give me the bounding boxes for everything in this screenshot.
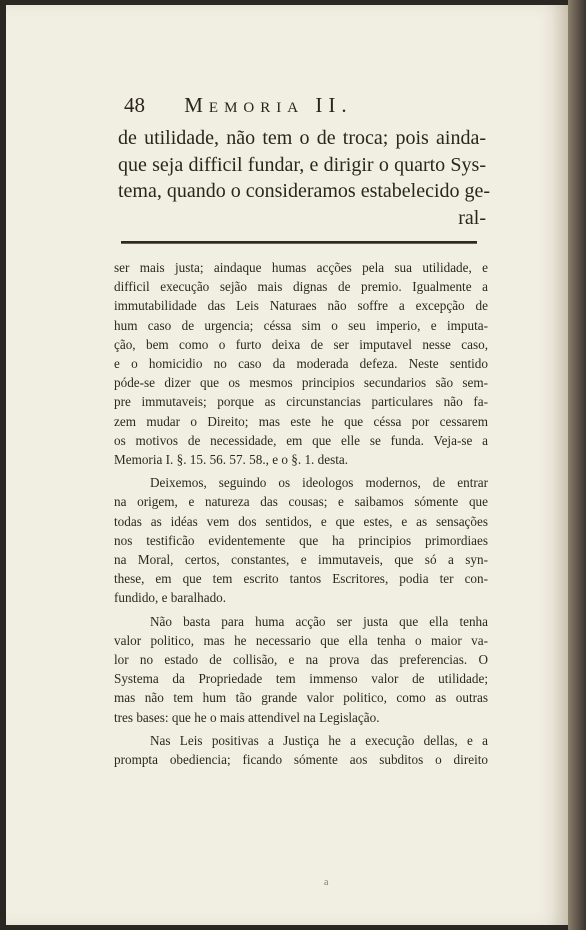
footnote-line: prompta obediencia; ficando sómente aos subditos o direito (114, 752, 488, 768)
footnote-line: Systema da Propriedade tem immenso valor de utilidade; (114, 671, 488, 687)
footnote-block (114, 258, 488, 773)
main-text-line: que seja difficil fundar, e dirigir o quarto Sys- (118, 153, 486, 176)
footnote-line: valor politico, mas he necessario que ella tenha o maior va- (114, 632, 488, 648)
page-number: 48 (124, 93, 145, 117)
footnote-line: fundido, e baralhado. (114, 590, 227, 606)
footnote-line: os motivos de necessidade, em que elle se funda. Veja-se a (114, 432, 488, 448)
footnote-line: nos testificão evidentemente que ha principios primordiaes (114, 532, 488, 548)
footnote-line: ção, bem como o furto deixa de ser imputavel nesse caso, (114, 336, 488, 352)
footnote-line: Deixemos, seguindo os ideologos modernos, de entrar (150, 475, 488, 491)
footnote-line: na origem, e natureza das cousas; e saibamos sómente que (114, 494, 488, 510)
footnote-line: Memoria I. §. 15. 56. 57. 58., e o §. 1. desta. (114, 452, 349, 468)
footnote-line: mas não tem hum tão grande valor politico, como as outras (114, 690, 488, 706)
book-page (6, 5, 568, 925)
footnote-paragraph (114, 612, 488, 727)
main-text-line: de utilidade, não tem o de troca; pois ainda- (118, 127, 486, 149)
footnote-line: difficil execução sejão mais dignas de premio. Igualmente a (114, 279, 488, 295)
footnote-paragraph (114, 731, 488, 769)
footnote-line: Não basta para huma acção ser justa que ella tenha (150, 613, 488, 629)
main-text-line: ral- (458, 206, 486, 229)
footnote-line: hum caso de urgencia; céssa sim o seu imperio, e imputa- (114, 317, 488, 333)
main-text-line: tema, quando o consideramos estabelecido ge- (118, 180, 491, 202)
footnote-line: these, em que tem escrito tantos Escritores, podia ter con- (114, 571, 488, 587)
footnote-line: pre immutaveis; porque as circunstancias particulares não fa- (114, 394, 488, 410)
signature-mark: a (324, 877, 329, 888)
running-title: Memoria II. (184, 93, 353, 117)
footnote-rule (121, 241, 477, 244)
footnote-line: póde-se dizer que os mesmos principios secundarios são sem- (114, 375, 488, 391)
footnote-line: tres bases: que he o mais attendivel na Legislação. (114, 709, 380, 725)
footnote-paragraph (114, 258, 488, 469)
footnote-line: zem mudar o Direito; mas este he que céssa por cessarem (114, 413, 488, 429)
footnote-line: lor no estado de collisão, e na prova das preferencias. O (114, 652, 488, 668)
footnote-line: na Moral, certos, constantes, e immutaveis, que só a syn- (114, 552, 488, 568)
footnote-line: todas as idéas vem dos sentidos, e que estes, e as sensações (114, 513, 488, 529)
book-edge (568, 0, 586, 930)
footnote-line: ser mais justa; aindaque humas acções pela sua utilidade, e (114, 260, 488, 275)
footnote-line: immutabilidade das Leis Naturaes não soffre a excepção de (114, 298, 488, 314)
footnote-line: e o homicidio no caso da moderada defeza. Neste sentido (114, 356, 488, 372)
footnote-line: Nas Leis positivas a Justiça he a execução dellas, e a (150, 732, 488, 748)
page-header (124, 93, 484, 118)
footnote-paragraph (114, 473, 488, 607)
main-text-block (118, 125, 491, 231)
